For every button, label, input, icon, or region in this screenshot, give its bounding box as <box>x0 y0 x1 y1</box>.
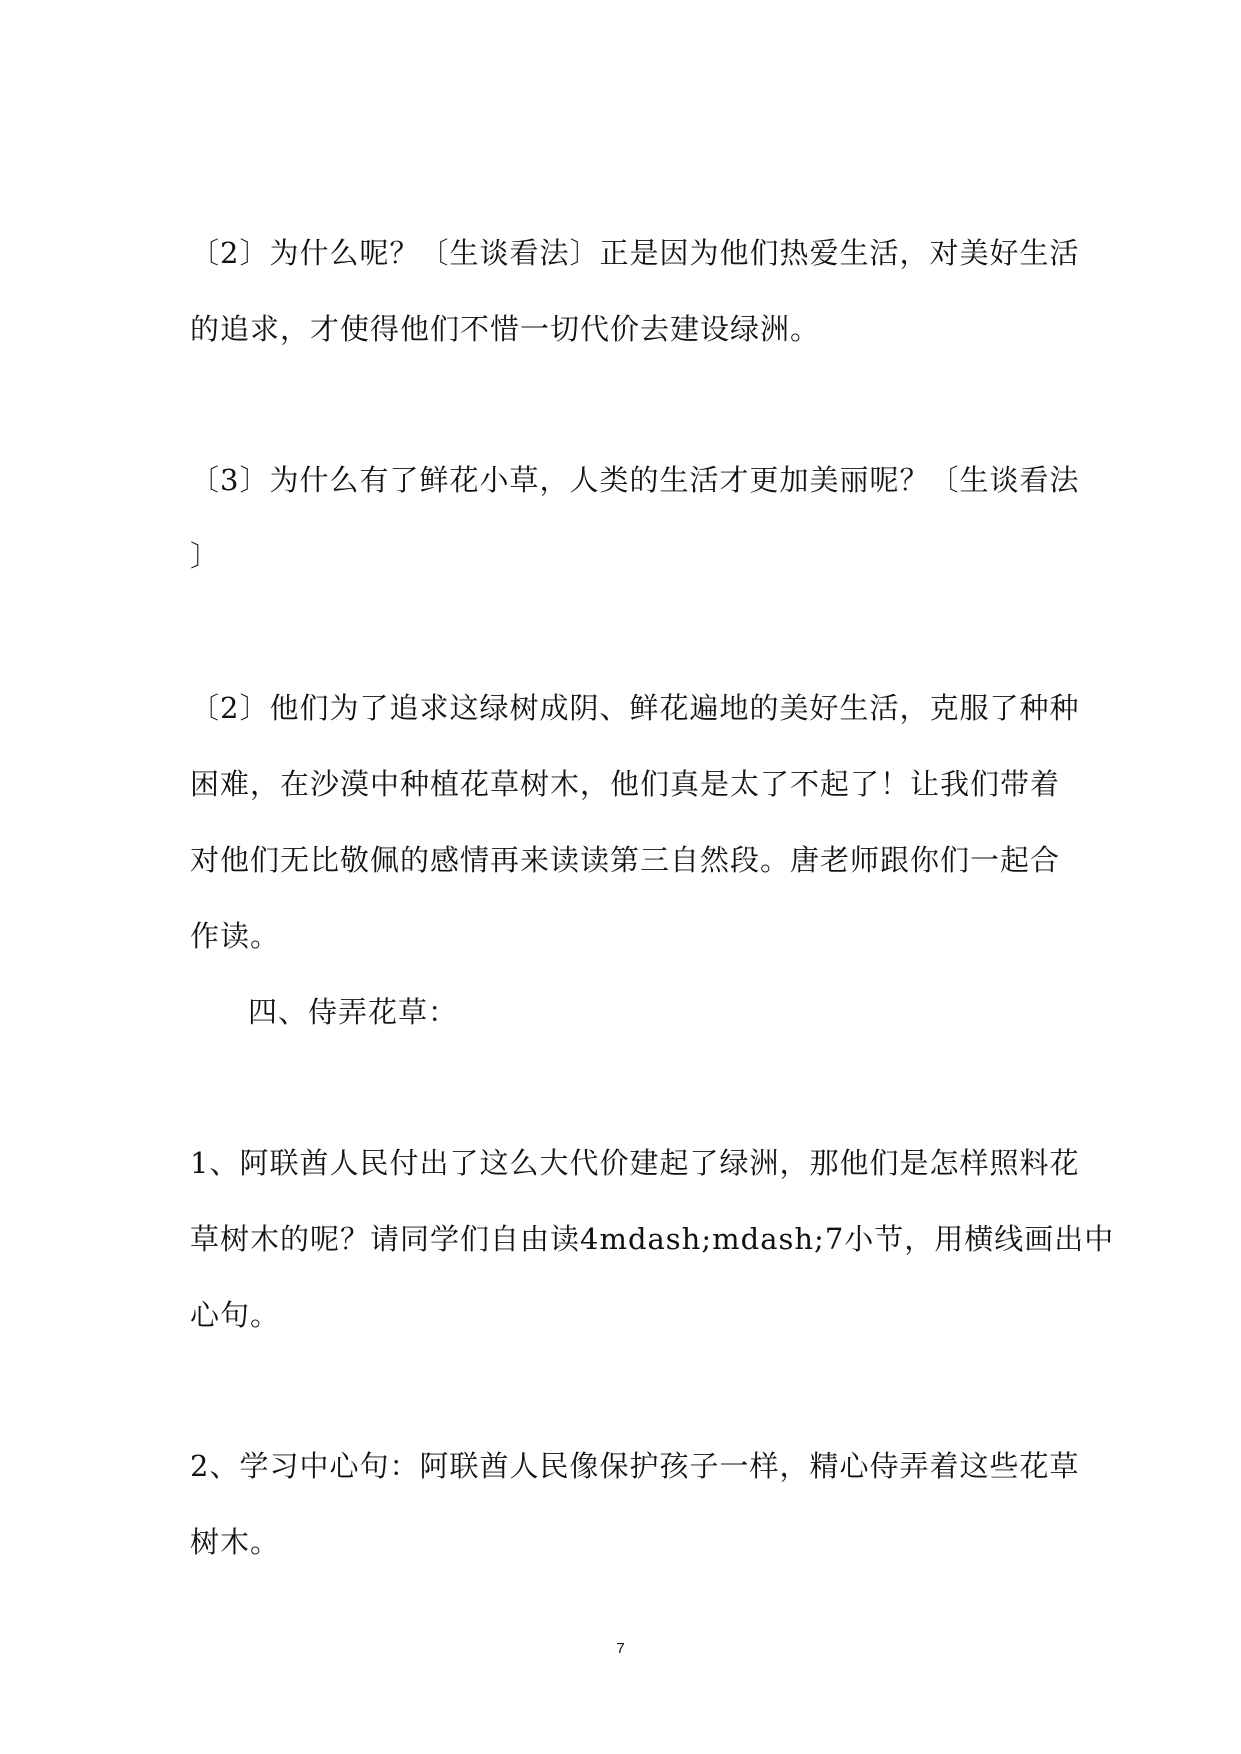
paragraph-line: 〔2〕为什么呢？〔生谈看法〕正是因为他们热爱生活，对美好生活 <box>190 236 1080 270</box>
paragraph-line: 〕 <box>190 539 221 573</box>
paragraph-line: 心句。 <box>190 1298 281 1332</box>
paragraph-line: 2、学习中心句：阿联酋人民像保护孩子一样，精心侍弄着这些花草 <box>190 1449 1080 1483</box>
paragraph-line: 草树木的呢？请同学们自由读4mdash;mdash;7小节，用横线画出中 <box>190 1222 1115 1256</box>
paragraph-line: 对他们无比敬佩的感情再来读读第三自然段。唐老师跟你们一起合 <box>190 843 1061 877</box>
paragraph-line: 〔3〕为什么有了鲜花小草，人类的生活才更加美丽呢？〔生谈看法 <box>190 463 1080 497</box>
paragraph-line: 作读。 <box>190 919 281 953</box>
paragraph-line: 〔2〕他们为了追求这绿树成阴、鲜花遍地的美好生活，克服了种种 <box>190 691 1080 725</box>
paragraph-line: 的追求，才使得他们不惜一切代价去建设绿洲。 <box>190 312 821 346</box>
paragraph-line: 1、阿联酋人民付出了这么大代价建起了绿洲，那他们是怎样照料花 <box>190 1146 1080 1180</box>
section-heading: 四、侍弄花草： <box>248 995 459 1029</box>
page-number: 7 <box>616 1640 625 1657</box>
paragraph-line: 树木。 <box>190 1525 281 1559</box>
paragraph-line: 困难，在沙漠中种植花草树木，他们真是太了不起了！让我们带着 <box>190 767 1061 801</box>
